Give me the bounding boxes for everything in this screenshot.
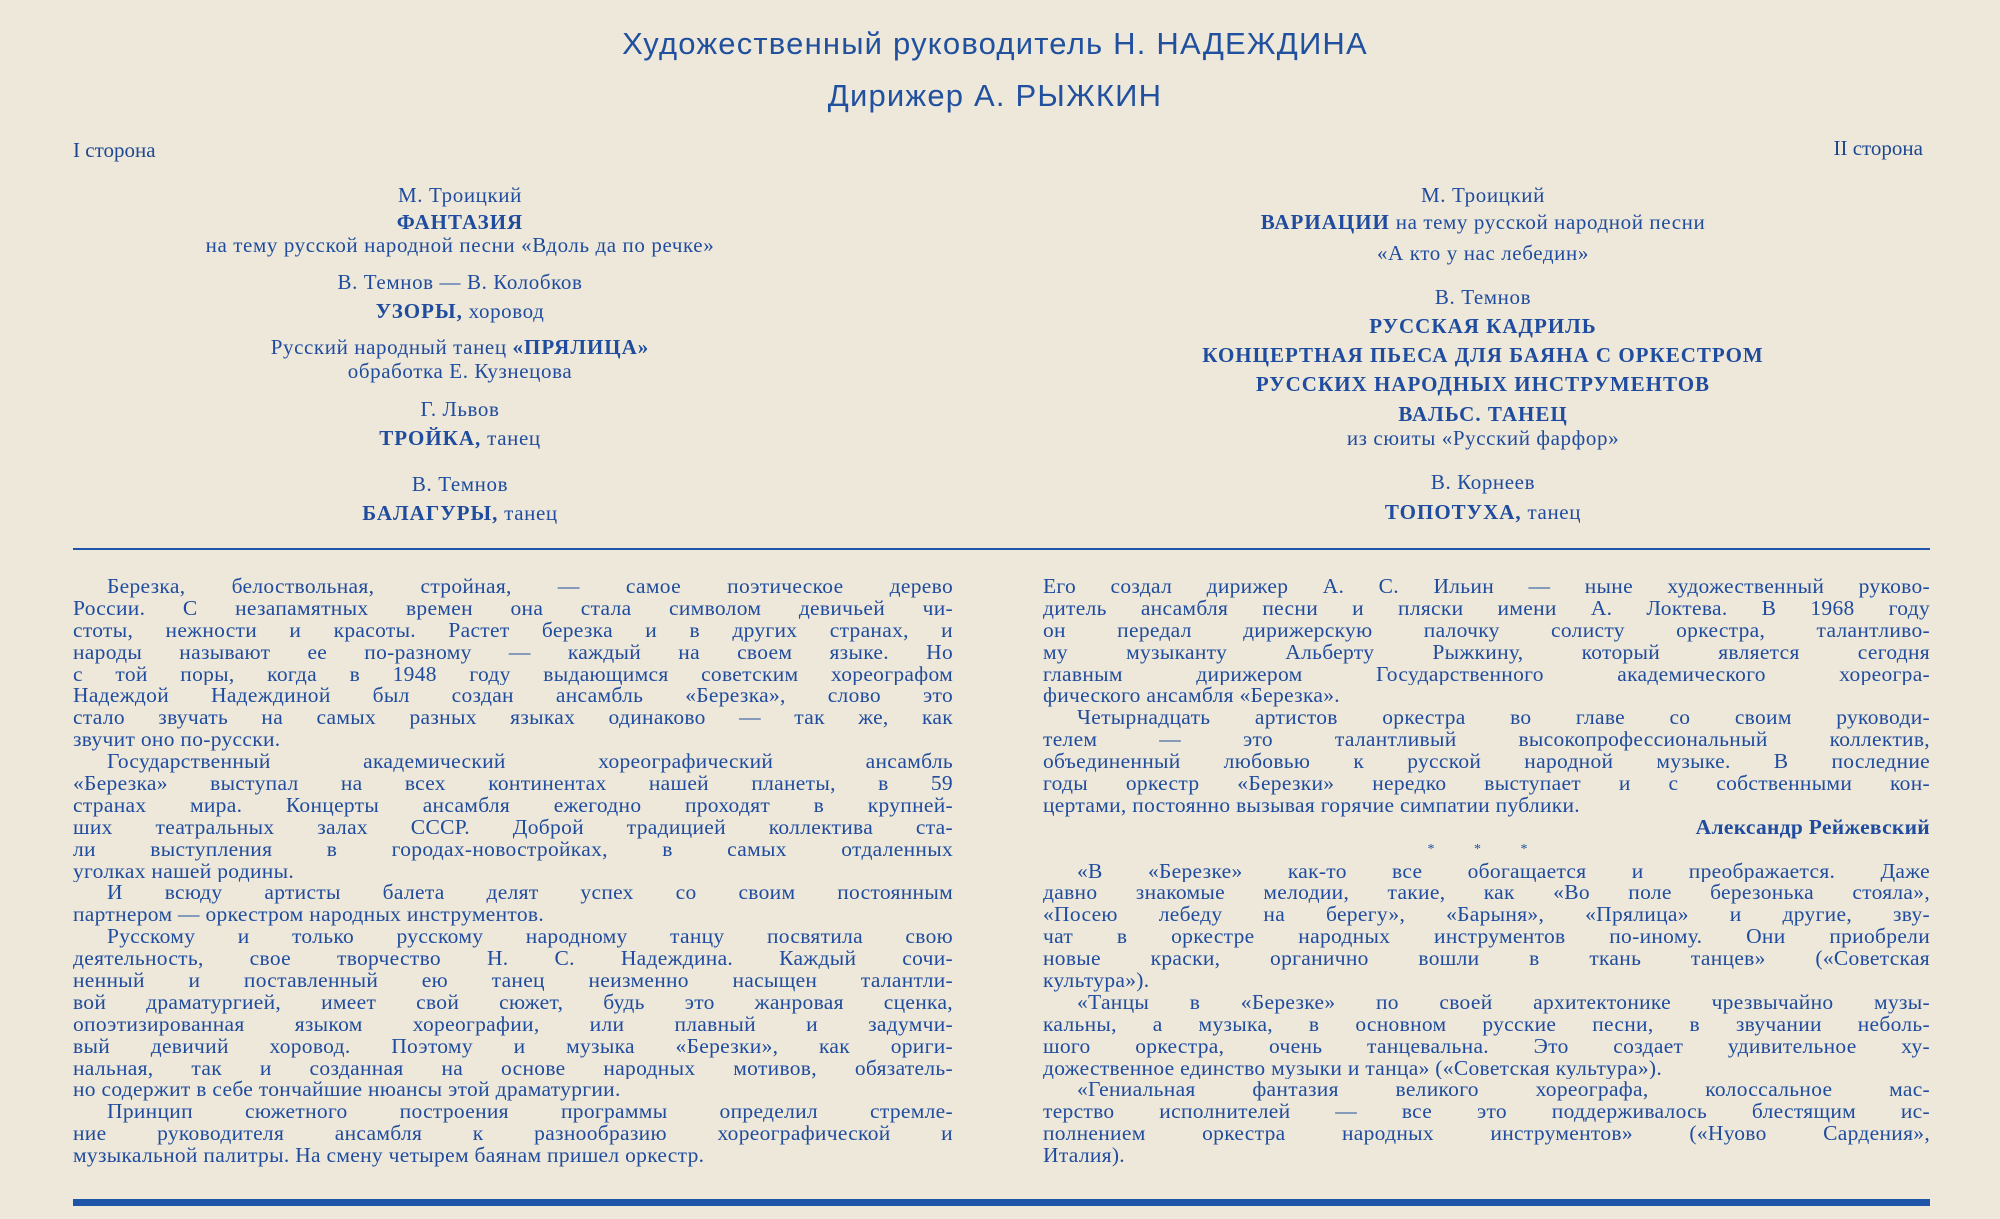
text-line: «Гениальная фантазия великого хореографа, колоссальное мас- <box>1077 1079 1930 1102</box>
track-title: УЗОРЫ, <box>375 299 463 323</box>
text-line: кальны, а музыка, в основном русские песни, в звучании неболь- <box>1043 1013 1930 1036</box>
text-line: вой драматургией, имеет свой сюжет, будь это жанровая сценка, <box>73 991 953 1014</box>
conductor-heading: Дирижер А. РЫЖКИН <box>827 78 1163 113</box>
section-separator: * * * <box>1427 841 1546 857</box>
text-line: звучит оно по-русски. <box>73 729 281 752</box>
track-title-line <box>1163 500 1803 525</box>
text-line: «Посею лебеду на берегу», «Барыня», «Прялица» и другие, зву- <box>1043 904 1930 927</box>
track-composer: М. Троицкий <box>398 183 522 207</box>
text-line: ших театральных залах СССР. Доброй традицией коллектива ста- <box>73 816 953 839</box>
text-line: Четырнадцать артистов оркестра во главе со своим руководи- <box>1077 707 1930 730</box>
track-title: БАЛАГУРЫ, <box>362 501 499 525</box>
track-title: ТОПОТУХА, <box>1384 500 1522 524</box>
track-genre: хоровод <box>462 299 545 323</box>
track-subtitle: из сюиты «Русский фарфор» <box>1346 426 1620 450</box>
text-line: дитель ансамбля песни и пляски имени А. Локтева. В 1968 году <box>1043 597 1930 620</box>
text-line: «В «Березке» как-то все обогащается и преображается. Даже <box>1077 860 1930 883</box>
text-line: Государственный академический хореографический ансамбль <box>107 751 953 774</box>
track-title: ТРОЙКА, <box>379 426 482 450</box>
track-title-line <box>140 426 780 451</box>
text-line: шого оркестра, очень танцевальна. Это создает удивительное ху- <box>1043 1035 1930 1058</box>
track-genre: танец <box>481 426 541 450</box>
text-line: ли выступления в городах-новостройках, в самых отдаленных <box>73 838 953 861</box>
track-composer: Г. Львов <box>420 397 500 421</box>
track-title: РУССКАЯ КАДРИЛЬ <box>1369 314 1597 338</box>
track-genre: танец <box>498 501 558 525</box>
track-title: РУССКИХ НАРОДНЫХ ИНСТРУМЕНТОВ <box>1255 372 1711 396</box>
text-line: терство исполнителей — все это поддерживалось блестящим ис- <box>1043 1101 1930 1124</box>
liner-notes-left <box>73 576 953 1167</box>
track-title-line <box>140 335 780 360</box>
track-title: ВАЛЬС. ТАНЕЦ <box>1398 402 1568 426</box>
text-line: объединенный любовью к русской народной музыке. В последние <box>1043 751 1930 774</box>
track-prefix: Русский народный танец <box>270 335 513 359</box>
track-genre: на тему русской народной песни <box>1389 210 1706 234</box>
track-subtitle: на тему русской народной песни «Вдоль да по речке» <box>205 233 715 257</box>
track-title: ФАНТАЗИЯ <box>396 210 524 234</box>
text-line: годы оркестр «Березки» нередко выступает и с собственными кон- <box>1043 773 1930 795</box>
text-line: нальная, так и созданная на основе народных мотивов, обязатель- <box>73 1057 953 1080</box>
side-2-label: II сторона <box>1833 136 1923 160</box>
text-line: фического ансамбля «Березка». <box>1043 685 1340 708</box>
text-line: телем — это талантливый высокопрофессиональный коллектив, <box>1043 729 1930 752</box>
text-line: му музыканту Альберту Рыжкину, который является сегодня <box>1043 641 1930 664</box>
side-1-label: I сторона <box>73 138 156 162</box>
text-line: «Танцы в «Березке» по своей архитектонике чрезвычайно музы- <box>1077 991 1930 1014</box>
text-line: стоты, нежности и красоты. Растет березка и в других странах, и <box>73 619 953 642</box>
text-line: с той поры, когда в 1948 году выдающимся советским хореографом <box>73 663 953 686</box>
text-line: давно знакомые мелодии, такие, как «Во поле березонька стояла», <box>1043 882 1930 905</box>
text-line: И всюду артисты балета делят успех со своим постоянным <box>107 882 953 905</box>
text-line: музыкальной палитры. На смену четырем баянам пришел оркестр. <box>73 1145 705 1168</box>
track-title-line <box>1163 210 1803 235</box>
text-line: партнером — оркестром народных инструментов. <box>73 904 544 927</box>
text-line: уголках нашей родины. <box>73 860 294 883</box>
track-composer: М. Троицкий <box>1421 183 1545 207</box>
text-line: цертами, постоянно вызывая горячие симпатии публики. <box>1043 794 1580 817</box>
track-subtitle: «А кто у нас лебедин» <box>1377 241 1589 265</box>
text-line: новые краски, органично вошли в ткань танцев» («Советская <box>1043 948 1930 971</box>
text-line: ненный и поставленный ею танец неизменно насыщен талантли- <box>73 970 953 992</box>
text-line: культура»). <box>1043 970 1150 992</box>
text-line: стало звучать на самых разных языках одинаково — так же, как <box>73 707 953 730</box>
track-composer: В. Темнов <box>411 472 509 496</box>
author-signature: Александр Рейжевский <box>1695 814 1930 839</box>
track-title-line <box>140 299 780 324</box>
track-composer: В. Темнов <box>1434 285 1532 309</box>
text-line: дожественное единство музыки и танца» («Советская культура»). <box>1043 1057 1663 1080</box>
text-line: Италия). <box>1043 1145 1125 1168</box>
text-line: Надеждой Надеждиной был создан ансамбль «Березка», слово это <box>73 685 953 708</box>
text-line: ние руководителя ансамбля к разнообразию хореографической и <box>73 1123 953 1146</box>
divider-line <box>73 548 1930 550</box>
text-line: Принцип сюжетного построения программы определил стремле- <box>107 1101 953 1124</box>
track-title: «ПРЯЛИЦА» <box>512 335 650 359</box>
text-line: он передал дирижерскую палочку солисту оркестра, талантливо- <box>1043 619 1930 642</box>
text-line: народы называют ее по-разному — каждый на своем языке. Но <box>73 641 953 664</box>
text-line: вый девичий хоровод. Поэтому и музыка «Березки», как ориги- <box>73 1035 953 1058</box>
text-line: Его создал дирижер А. С. Ильин — ныне художественный руково- <box>1043 576 1930 598</box>
text-line: опоэтизированная языком хореографии, или плавный и задумчи- <box>73 1013 953 1036</box>
text-line: России. С незапамятных времен она стала символом девичьей чи- <box>73 597 953 620</box>
liner-notes-right <box>1043 576 1930 1167</box>
track-title: ВАРИАЦИИ <box>1260 210 1390 234</box>
text-line: но содержит в себе тончайшие нюансы этой драматургии. <box>73 1079 621 1102</box>
artistic-director-heading: Художественный руководитель Н. НАДЕЖДИНА <box>622 26 1368 61</box>
text-line: чат в оркестре народных инструментов по-иному. Они приобрели <box>1043 926 1930 949</box>
track-subtitle: обработка Е. Кузнецова <box>347 359 573 383</box>
text-line: Березка, белоствольная, стройная, — самое поэтическое дерево <box>107 576 953 598</box>
track-title: КОНЦЕРТНАЯ ПЬЕСА ДЛЯ БАЯНА С ОРКЕСТРОМ <box>1202 343 1764 367</box>
text-line: странах мира. Концерты ансамбля ежегодно проходят в крупней- <box>73 794 953 817</box>
track-genre: танец <box>1521 500 1582 524</box>
text-line: Русскому и только русскому народному танцу посвятила свою <box>107 926 953 949</box>
bottom-rule <box>73 1199 1930 1206</box>
track-composer: В. Темнов — В. Колобков <box>337 270 583 294</box>
text-line: деятельность, свое творчество Н. С. Надеждина. Каждый сочи- <box>73 948 953 971</box>
track-title-line <box>140 501 780 526</box>
text-line: полнением оркестра народных инструментов» («Нуово Сардения», <box>1043 1123 1930 1146</box>
track-composer: В. Корнеев <box>1430 470 1536 494</box>
text-line: главным дирижером Государственного академического хореогра- <box>1043 663 1930 686</box>
text-line: «Березка» выступал на всех континентах нашей планеты, в 59 <box>73 773 953 795</box>
